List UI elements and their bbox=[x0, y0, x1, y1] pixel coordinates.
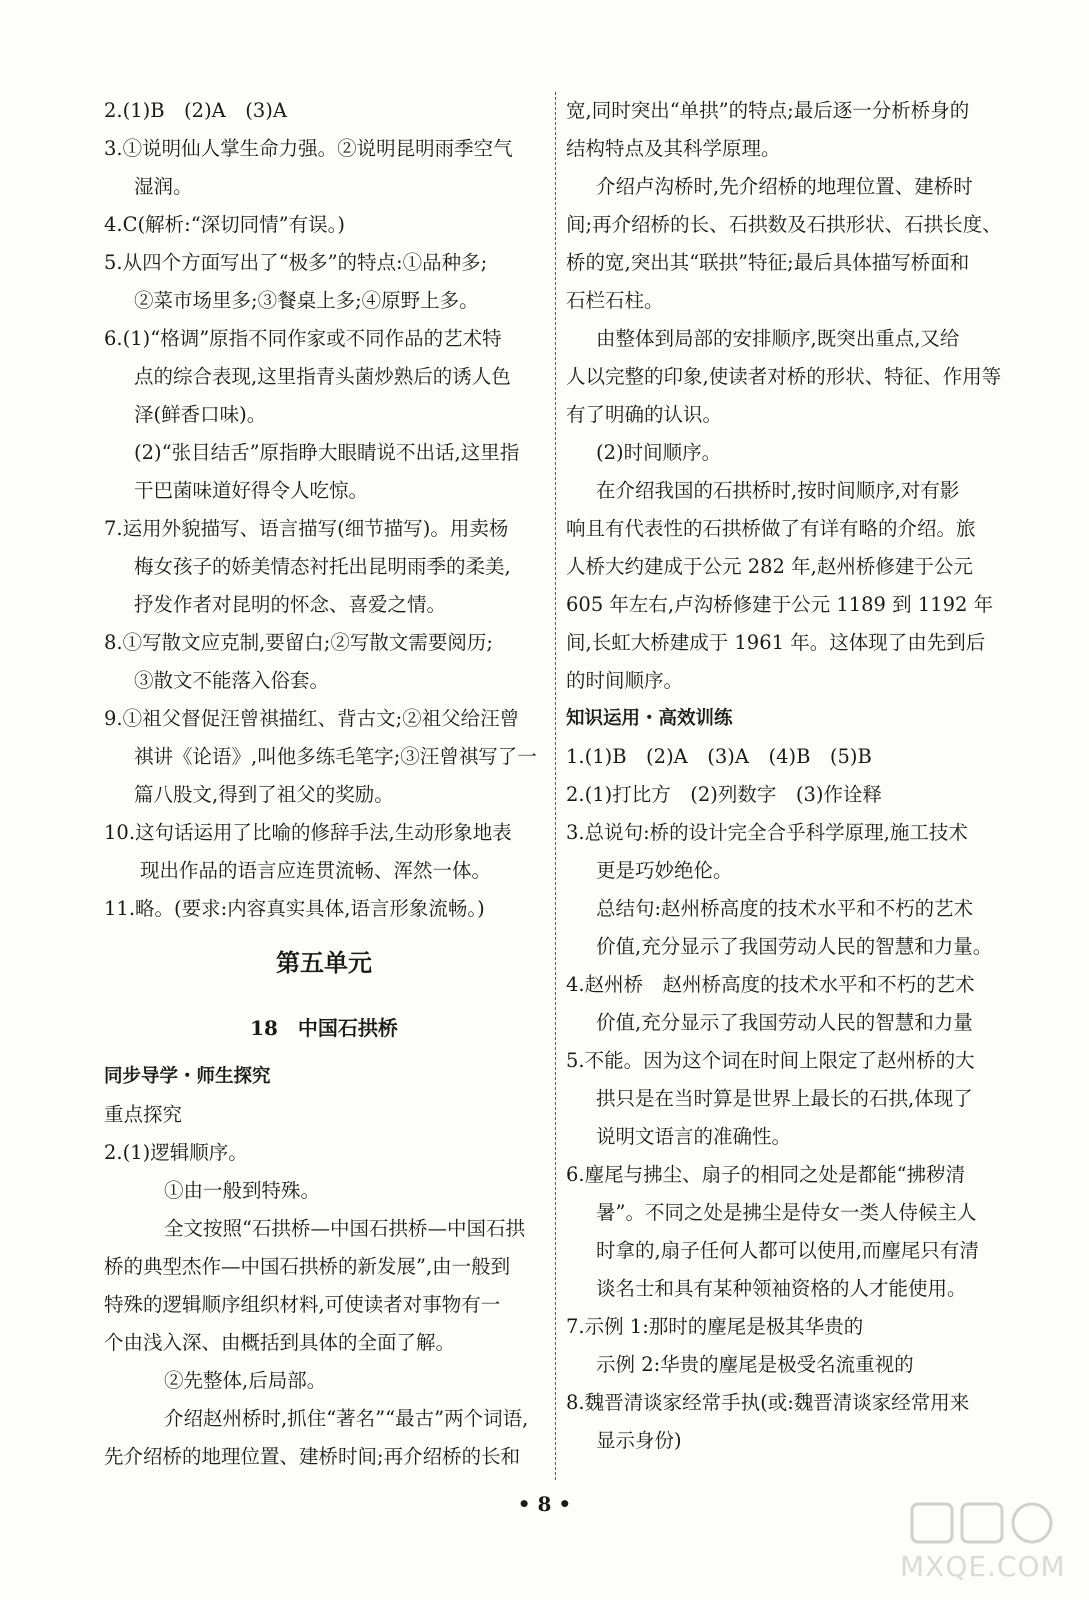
text-line: 祺讲《论语》,叫他多练毛笔字;③汪曾祺写了一 bbox=[134, 745, 537, 768]
text-line: 4.C(解析:“深切同情”有误。) bbox=[104, 213, 345, 236]
text-line: 1.(1)B (2)A (3)A (4)B (5)B bbox=[566, 745, 872, 768]
text-line: 的时间顺序。 bbox=[566, 669, 684, 692]
text-line: 6.(1)“格调”原指不同作家或不同作品的艺术特 bbox=[104, 327, 502, 350]
text-line: ③散文不能落入俗套。 bbox=[134, 669, 330, 692]
text-line: 说明文语言的准确性。 bbox=[596, 1125, 792, 1148]
text-line: ②菜市场里多;③餐桌上多;④原野上多。 bbox=[134, 289, 479, 312]
text-line: 4.赵州桥 赵州桥高度的技术水平和不朽的艺术 bbox=[566, 973, 975, 996]
unit-title: 第五单元 bbox=[276, 948, 372, 977]
text-line: 先介绍桥的地理位置、建桥时间;再介绍桥的长和 bbox=[104, 1445, 521, 1468]
section-heading: 同步导学・师生探究 bbox=[104, 1066, 271, 1087]
text-line: 8.魏晋清谈家经常手执(或:魏晋清谈家经常用来 bbox=[566, 1391, 970, 1414]
watermark-logo-icon bbox=[908, 1498, 1058, 1548]
text-line: 现出作品的语言应连贯流畅、浑然一体。 bbox=[140, 859, 492, 882]
text-line: 个由浅入深、由概括到具体的全面了解。 bbox=[104, 1331, 456, 1354]
text-line: 2.(1)打比方 (2)列数字 (3)作诠释 bbox=[566, 783, 882, 806]
text-line: 人以完整的印象,使读者对桥的形状、特征、作用等 bbox=[566, 365, 1002, 388]
section-heading: 知识运用・高效训练 bbox=[566, 708, 733, 729]
text-line: 2.(1)逻辑顺序。 bbox=[104, 1141, 248, 1164]
left-column bbox=[104, 92, 544, 1476]
text-line: 介绍赵州桥时,抓住“著名”“最古”两个词语, bbox=[164, 1407, 529, 1430]
text-line: 干巴菌味道好得令人吃惊。 bbox=[134, 479, 369, 502]
text-line: 3.①说明仙人掌生命力强。②说明昆明雨季空气 bbox=[104, 137, 513, 160]
lesson-title: 18 中国石拱桥 bbox=[250, 1016, 398, 1040]
text-line: 间;再介绍桥的长、石拱数及石拱形状、石拱长度、 bbox=[566, 213, 1002, 236]
text-line: 7.运用外貌描写、语言描写(细节描写)。用卖杨 bbox=[104, 517, 509, 540]
text-line: 价值,充分显示了我国劳动人民的智慧和力量 bbox=[596, 1011, 973, 1034]
text-line: 8.①写散文应克制,要留白;②写散文需要阅历; bbox=[104, 631, 493, 654]
text-line: 暑”。不同之处是拂尘是侍女一类人侍候主人 bbox=[596, 1201, 977, 1224]
text-line: 5.从四个方面写出了“极多”的特点:①品种多; bbox=[104, 251, 488, 274]
text-line: 由整体到局部的安排顺序,既突出重点,又给 bbox=[596, 327, 960, 350]
text-line: ②先整体,后局部。 bbox=[164, 1369, 327, 1392]
text-line: 示例 2:华贵的麈尾是极受名流重视的 bbox=[596, 1353, 914, 1376]
text-line: 全文按照“石拱桥—中国石拱桥—中国石拱 bbox=[164, 1217, 525, 1240]
text-line: 重点探究 bbox=[104, 1103, 183, 1126]
text-line: 在介绍我国的石拱桥时,按时间顺序,对有影 bbox=[596, 479, 960, 502]
text-line: 间,长虹大桥建成于 1961 年。这体现了由先到后 bbox=[566, 631, 986, 654]
text-line: 显示身份) bbox=[596, 1429, 682, 1452]
text-line: 拱只是在当时算是世界上最长的石拱,体现了 bbox=[596, 1087, 973, 1110]
text-line: 湿润。 bbox=[134, 175, 193, 198]
page-number: • 8 • bbox=[517, 1492, 572, 1516]
text-line: 抒发作者对昆明的怀念、喜爱之情。 bbox=[134, 593, 447, 616]
text-line: 桥的宽,突出其“联拱”特征;最后具体描写桥面和 bbox=[566, 251, 970, 274]
text-line: 7.示例 1:那时的麈尾是极其华贵的 bbox=[566, 1315, 864, 1338]
text-line: 梅女孩子的娇美情态衬托出昆明雨季的柔美, bbox=[134, 555, 511, 578]
column-divider bbox=[555, 92, 556, 1480]
text-line: 5.不能。因为这个词在时间上限定了赵州桥的大 bbox=[566, 1049, 975, 1072]
text-line: 泽(鲜香口味)。 bbox=[134, 403, 267, 426]
text-line: 有了明确的认识。 bbox=[566, 403, 723, 426]
text-line: 10.这句话运用了比喻的修辞手法,生动形象地表 bbox=[104, 821, 512, 844]
text-line: 2.(1)B (2)A (3)A bbox=[104, 99, 287, 122]
text-line: 桥的典型杰作—中国石拱桥的新发展”,由一般到 bbox=[104, 1255, 511, 1278]
text-line: ①由一般到特殊。 bbox=[164, 1179, 321, 1202]
text-line: 9.①祖父督促汪曾祺描红、背古文;②祖父给汪曾 bbox=[104, 707, 520, 730]
text-line: 3.总说句:桥的设计完全合乎科学原理,施工技术 bbox=[566, 821, 968, 844]
text-line: 6.麈尾与拂尘、扇子的相同之处是都能“拂秽清 bbox=[566, 1163, 966, 1186]
text-line: 点的综合表现,这里指青头菌炒熟后的诱人色 bbox=[134, 365, 511, 388]
text-line: 谈名士和具有某种领袖资格的人才能使用。 bbox=[596, 1277, 967, 1300]
text-line: 石栏石柱。 bbox=[566, 289, 664, 312]
text-line: 人桥大约建成于公元 282 年,赵州桥修建于公元 bbox=[566, 555, 973, 578]
text-line: 介绍卢沟桥时,先介绍桥的地理位置、建桥时 bbox=[596, 175, 973, 198]
text-line: 篇八股文,得到了祖父的奖励。 bbox=[134, 783, 394, 806]
text-line: 特殊的逻辑顺序组织材料,可使读者对事物有一 bbox=[104, 1293, 501, 1316]
watermark bbox=[900, 1498, 1070, 1588]
watermark-text: MXQE.COM bbox=[900, 1550, 1066, 1583]
text-line: 总结句:赵州桥高度的技术水平和不朽的艺术 bbox=[596, 897, 974, 920]
text-line: 更是巧妙绝伦。 bbox=[596, 859, 733, 882]
text-line: 结构特点及其科学原理。 bbox=[566, 137, 781, 160]
text-line: 时拿的,扇子任何人都可以使用,而麈尾只有清 bbox=[596, 1239, 979, 1262]
text-line: 605 年左右,卢沟桥修建于公元 1189 到 1192 年 bbox=[566, 593, 994, 616]
text-line: (2)时间顺序。 bbox=[596, 441, 722, 464]
right-column bbox=[566, 92, 1014, 1460]
text-line: 11.略。(要求:内容真实具体,语言形象流畅。) bbox=[104, 897, 485, 920]
text-line: 价值,充分显示了我国劳动人民的智慧和力量。 bbox=[596, 935, 993, 958]
text-line: 响且有代表性的石拱桥做了有详有略的介绍。旅 bbox=[566, 517, 976, 540]
text-line: (2)“张目结舌”原指睁大眼睛说不出话,这里指 bbox=[134, 441, 520, 464]
text-line: 宽,同时突出“单拱”的特点;最后逐一分析桥身的 bbox=[566, 99, 970, 122]
